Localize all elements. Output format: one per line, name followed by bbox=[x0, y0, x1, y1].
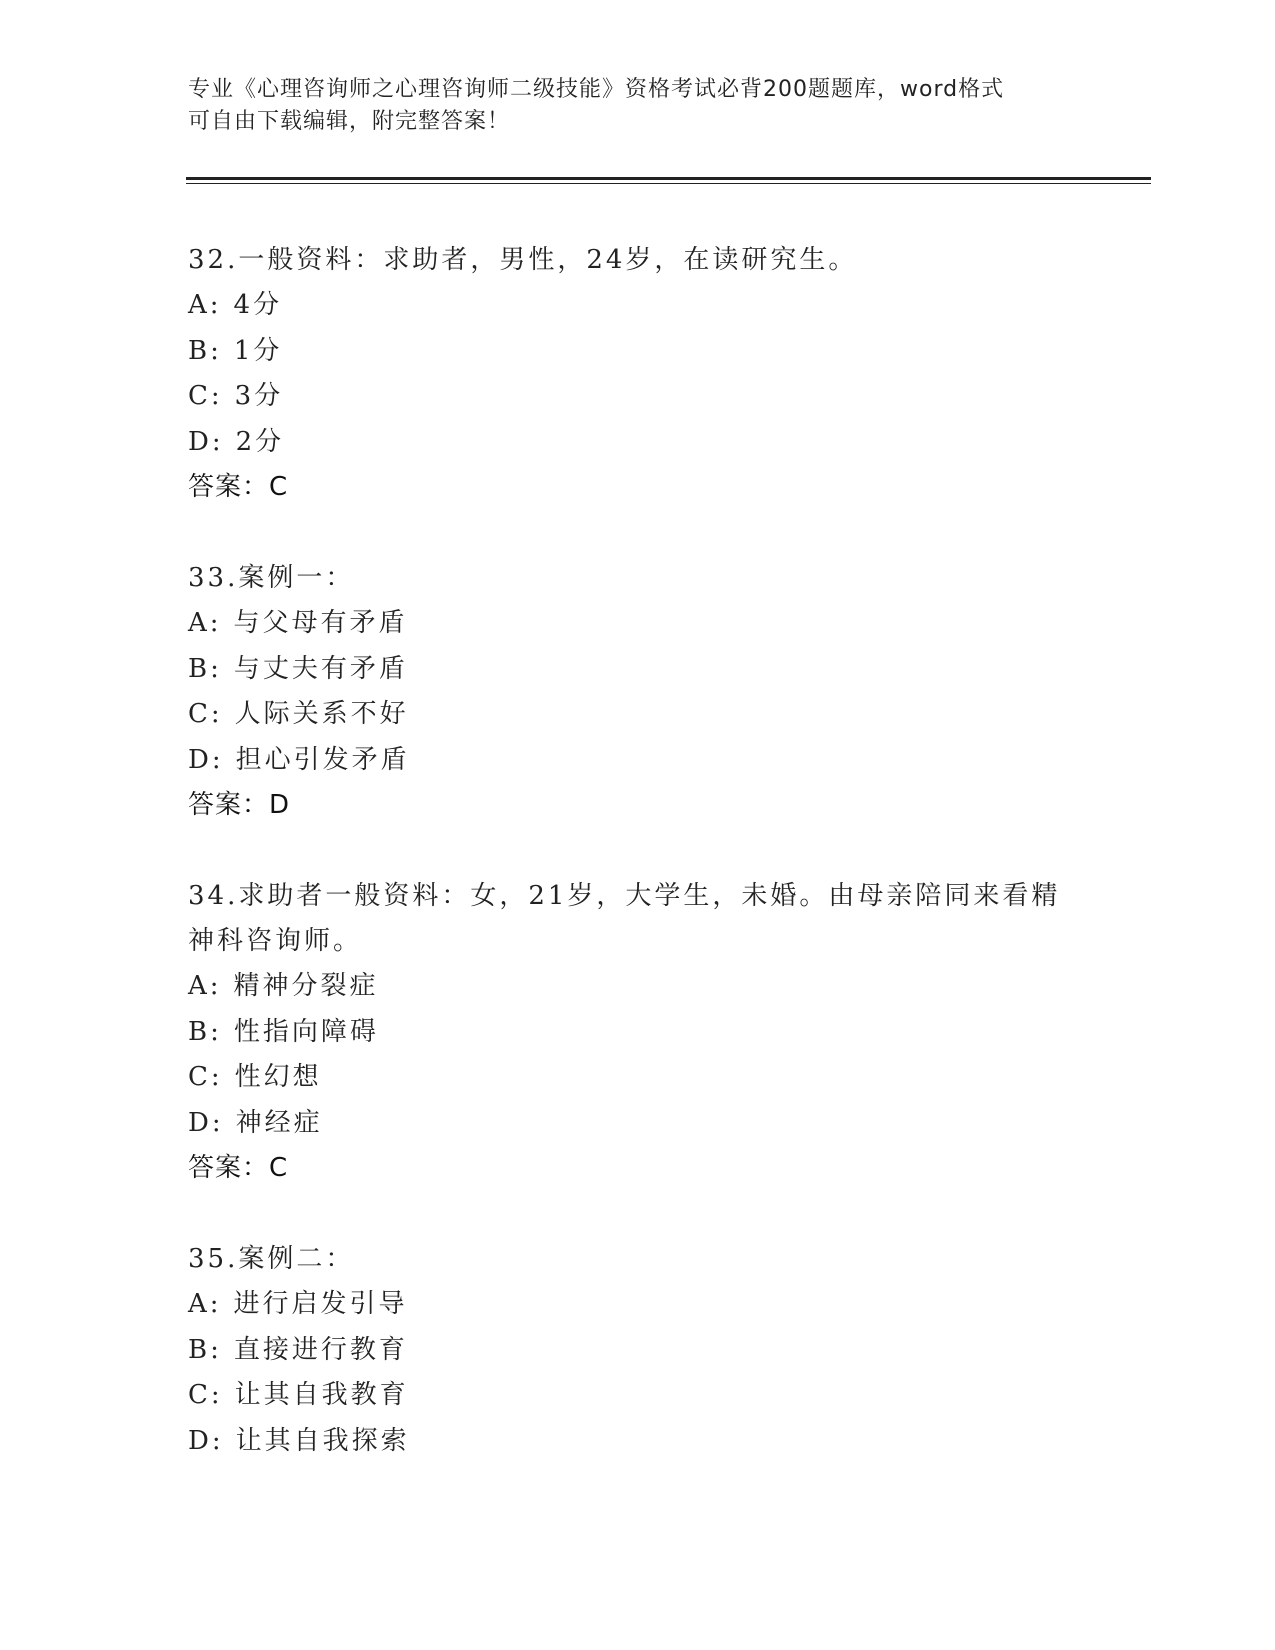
header-line-2: 可自由下载编辑，附完整答案！ bbox=[188, 109, 511, 134]
option-text: 人际关系不好 bbox=[234, 699, 409, 729]
option-text: 性指向障碍 bbox=[233, 1016, 379, 1047]
answer-line: 答案：C bbox=[188, 1153, 289, 1183]
option-text: 3分 bbox=[234, 381, 284, 411]
answer-line: 答案：C bbox=[188, 472, 289, 502]
option-text: 担心引发矛盾 bbox=[235, 744, 410, 775]
option-text: 精神分裂症 bbox=[233, 971, 379, 1001]
option-a bbox=[188, 601, 1088, 647]
option-d bbox=[188, 738, 1088, 784]
option-c bbox=[188, 1055, 1088, 1101]
option-a bbox=[188, 1282, 1088, 1328]
option-letter: B: bbox=[188, 335, 222, 366]
question-35 bbox=[188, 1237, 1088, 1464]
option-text: 2分 bbox=[235, 426, 285, 457]
option-letter: B: bbox=[188, 1016, 222, 1047]
option-text: 与父母有矛盾 bbox=[233, 608, 408, 638]
question-stem: 33.案例一： bbox=[188, 563, 355, 593]
option-d bbox=[188, 420, 1088, 466]
option-d bbox=[188, 1419, 1088, 1465]
option-b bbox=[188, 1010, 1088, 1056]
option-letter: C: bbox=[188, 381, 223, 411]
option-text: 与丈夫有矛盾 bbox=[233, 653, 408, 684]
question-32 bbox=[188, 238, 1088, 510]
option-letter: B: bbox=[188, 1334, 222, 1365]
option-text: 1分 bbox=[233, 335, 283, 366]
option-letter: C: bbox=[188, 1380, 223, 1410]
header-divider-thin bbox=[186, 183, 1151, 184]
option-a bbox=[188, 964, 1088, 1010]
question-stem: 35.案例二： bbox=[188, 1244, 355, 1274]
option-d bbox=[188, 1101, 1088, 1147]
option-b bbox=[188, 647, 1088, 693]
question-33 bbox=[188, 556, 1088, 828]
option-text: 性幻想 bbox=[234, 1062, 322, 1092]
question-34 bbox=[188, 874, 1088, 1191]
option-letter: D: bbox=[188, 1425, 224, 1456]
option-letter: A: bbox=[188, 608, 222, 638]
question-stem: 32.一般资料：求助者，男性，24岁，在读研究生。 bbox=[188, 245, 858, 275]
option-letter: C: bbox=[188, 699, 223, 729]
option-letter: A: bbox=[188, 971, 222, 1001]
option-a bbox=[188, 283, 1088, 329]
option-text: 4分 bbox=[233, 290, 283, 320]
option-b bbox=[188, 329, 1088, 375]
option-b bbox=[188, 1328, 1088, 1374]
option-text: 进行启发引导 bbox=[233, 1289, 408, 1319]
option-text: 神经症 bbox=[235, 1107, 323, 1138]
option-c bbox=[188, 374, 1088, 420]
option-letter: D: bbox=[188, 744, 224, 775]
document-header bbox=[188, 74, 1078, 138]
option-letter: B: bbox=[188, 653, 222, 684]
option-letter: C: bbox=[188, 1062, 223, 1092]
question-stem: 34.求助者一般资料：女，21岁，大学生，未婚。由母亲陪同来看精神科咨询师。 bbox=[188, 881, 1061, 956]
option-text: 让其自我探索 bbox=[235, 1425, 410, 1456]
option-c bbox=[188, 1373, 1088, 1419]
option-text: 让其自我教育 bbox=[234, 1380, 409, 1410]
question-list bbox=[188, 238, 1088, 1510]
answer-line: 答案：D bbox=[188, 790, 291, 820]
option-letter: A: bbox=[188, 290, 222, 320]
option-letter: A: bbox=[188, 1289, 222, 1319]
option-letter: D: bbox=[188, 1107, 224, 1138]
header-divider-thick bbox=[186, 177, 1151, 180]
option-text: 直接进行教育 bbox=[233, 1334, 408, 1365]
option-c bbox=[188, 692, 1088, 738]
option-letter: D: bbox=[188, 426, 224, 457]
header-line-1: 专业《心理咨询师之心理咨询师二级技能》资格考试必背200题题库，word格式 bbox=[188, 77, 1005, 102]
